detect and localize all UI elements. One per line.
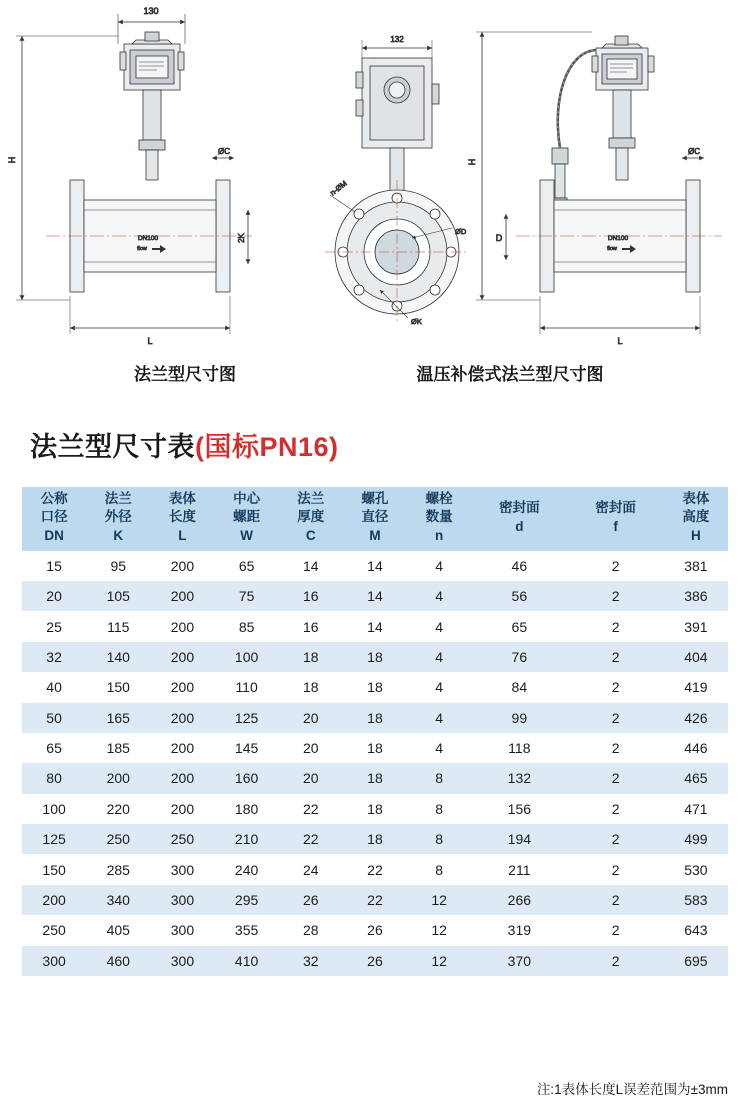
cell-m: 18 <box>343 763 407 793</box>
cell-m: 26 <box>343 915 407 945</box>
cell-d: 266 <box>471 885 567 915</box>
cell-m: 26 <box>343 946 407 976</box>
cell-m: 18 <box>343 703 407 733</box>
cell-f: 2 <box>567 672 663 702</box>
right-dim-phiC: ØC <box>688 147 700 156</box>
cell-c: 18 <box>279 672 343 702</box>
cell-dn: 80 <box>22 763 86 793</box>
cell-h: 446 <box>664 733 728 763</box>
page-title-main: 法兰型尺寸表 <box>30 432 195 462</box>
mid-dim-132: 132 <box>390 35 404 44</box>
cell-f: 2 <box>567 611 663 641</box>
table-row <box>22 703 728 733</box>
cell-h: 530 <box>664 854 728 884</box>
cell-w: 180 <box>215 794 279 824</box>
cell-k: 150 <box>86 672 150 702</box>
left-body-label: DN100 <box>137 235 159 242</box>
cell-l: 200 <box>150 642 214 672</box>
table-row <box>22 611 728 641</box>
left-dim-H: H <box>7 156 17 164</box>
cell-f: 2 <box>567 794 663 824</box>
cell-n: 4 <box>407 703 471 733</box>
cell-dn: 15 <box>22 551 86 581</box>
cell-l: 200 <box>150 703 214 733</box>
caption-compensated-flange-type: 温压补偿式法兰型尺寸图 <box>416 365 604 384</box>
cell-d: 370 <box>471 946 567 976</box>
mid-dim-phiD: ØD <box>455 227 467 236</box>
mid-dim-nM: n-ØM <box>328 178 349 198</box>
cell-k: 405 <box>86 915 150 945</box>
table-row <box>22 854 728 884</box>
col-header-h: 表体 高度 H <box>664 487 728 551</box>
cell-dn: 32 <box>22 642 86 672</box>
cell-d: 84 <box>471 672 567 702</box>
drawing-captions <box>0 360 750 385</box>
cell-n: 12 <box>407 885 471 915</box>
cell-dn: 150 <box>22 854 86 884</box>
cell-n: 4 <box>407 642 471 672</box>
cell-d: 46 <box>471 551 567 581</box>
cell-w: 240 <box>215 854 279 884</box>
cell-n: 12 <box>407 946 471 976</box>
cell-d: 194 <box>471 824 567 854</box>
cell-h: 391 <box>664 611 728 641</box>
cell-f: 2 <box>567 763 663 793</box>
cell-h: 583 <box>664 885 728 915</box>
table-row <box>22 794 728 824</box>
cell-c: 20 <box>279 733 343 763</box>
cell-dn: 25 <box>22 611 86 641</box>
table-row <box>22 824 728 854</box>
col-header-f: 密封面 f <box>567 487 663 551</box>
left-flow-label: flow <box>137 246 147 252</box>
cell-c: 16 <box>279 611 343 641</box>
cell-w: 295 <box>215 885 279 915</box>
col-header-c: 法兰 厚度 C <box>279 487 343 551</box>
cell-m: 18 <box>343 733 407 763</box>
cell-dn: 300 <box>22 946 86 976</box>
cell-n: 4 <box>407 733 471 763</box>
cell-w: 145 <box>215 733 279 763</box>
cell-c: 20 <box>279 703 343 733</box>
cell-d: 319 <box>471 915 567 945</box>
page-title-accent: (国标PN16) <box>195 432 339 462</box>
cell-n: 4 <box>407 581 471 611</box>
cell-w: 160 <box>215 763 279 793</box>
cell-f: 2 <box>567 551 663 581</box>
cell-m: 18 <box>343 794 407 824</box>
cell-h: 419 <box>664 672 728 702</box>
cell-l: 300 <box>150 946 214 976</box>
table-row <box>22 946 728 976</box>
cell-d: 56 <box>471 581 567 611</box>
table-row <box>22 672 728 702</box>
cell-d: 65 <box>471 611 567 641</box>
table-row <box>22 885 728 915</box>
cell-f: 2 <box>567 642 663 672</box>
cell-k: 340 <box>86 885 150 915</box>
cell-m: 18 <box>343 672 407 702</box>
cell-d: 211 <box>471 854 567 884</box>
cell-c: 24 <box>279 854 343 884</box>
cell-w: 355 <box>215 915 279 945</box>
cell-k: 185 <box>86 733 150 763</box>
left-dim-phiC: ØC <box>218 147 230 156</box>
cell-c: 16 <box>279 581 343 611</box>
col-header-k: 法兰 外径 K <box>86 487 150 551</box>
cell-h: 404 <box>664 642 728 672</box>
cell-c: 18 <box>279 642 343 672</box>
cell-l: 300 <box>150 885 214 915</box>
cell-k: 105 <box>86 581 150 611</box>
cell-l: 200 <box>150 551 214 581</box>
right-dim-D: D <box>495 233 503 243</box>
cell-l: 200 <box>150 581 214 611</box>
col-header-w: 中心 螺距 W <box>215 487 279 551</box>
cell-k: 460 <box>86 946 150 976</box>
cell-n: 8 <box>407 794 471 824</box>
cell-m: 18 <box>343 824 407 854</box>
table-row <box>22 551 728 581</box>
cell-h: 499 <box>664 824 728 854</box>
cell-k: 220 <box>86 794 150 824</box>
cell-h: 465 <box>664 763 728 793</box>
right-body-label: DN100 <box>607 235 629 242</box>
left-dim-2K: 2K <box>237 233 246 243</box>
cell-d: 118 <box>471 733 567 763</box>
left-dim-130: 130 <box>143 6 159 16</box>
cell-w: 410 <box>215 946 279 976</box>
right-flow-label: flow <box>607 246 617 252</box>
cell-l: 200 <box>150 794 214 824</box>
cell-l: 200 <box>150 733 214 763</box>
cell-dn: 20 <box>22 581 86 611</box>
col-header-dn: 公称 口径 DN <box>22 487 86 551</box>
cell-m: 14 <box>343 581 407 611</box>
cell-dn: 65 <box>22 733 86 763</box>
cell-k: 250 <box>86 824 150 854</box>
table-row <box>22 581 728 611</box>
col-header-n: 螺栓 数量 n <box>407 487 471 551</box>
cell-c: 26 <box>279 885 343 915</box>
cell-k: 140 <box>86 642 150 672</box>
cell-h: 695 <box>664 946 728 976</box>
cell-h: 643 <box>664 915 728 945</box>
cell-dn: 50 <box>22 703 86 733</box>
cell-c: 28 <box>279 915 343 945</box>
cell-n: 8 <box>407 854 471 884</box>
cell-l: 200 <box>150 672 214 702</box>
cell-d: 99 <box>471 703 567 733</box>
cell-l: 200 <box>150 763 214 793</box>
cell-c: 22 <box>279 824 343 854</box>
cell-h: 471 <box>664 794 728 824</box>
cell-l: 200 <box>150 611 214 641</box>
cell-f: 2 <box>567 946 663 976</box>
cell-dn: 100 <box>22 794 86 824</box>
dimension-drawings-svg <box>0 0 750 360</box>
cell-m: 22 <box>343 854 407 884</box>
cell-d: 76 <box>471 642 567 672</box>
cell-l: 300 <box>150 854 214 884</box>
cell-n: 8 <box>407 824 471 854</box>
cell-w: 65 <box>215 551 279 581</box>
cell-d: 156 <box>471 794 567 824</box>
cell-m: 14 <box>343 551 407 581</box>
cell-c: 20 <box>279 763 343 793</box>
cell-h: 386 <box>664 581 728 611</box>
table-row <box>22 733 728 763</box>
cell-w: 125 <box>215 703 279 733</box>
cell-h: 426 <box>664 703 728 733</box>
cell-m: 22 <box>343 885 407 915</box>
drawings-area <box>0 0 750 395</box>
right-dim-H: H <box>467 158 477 166</box>
dimension-table <box>22 487 728 976</box>
cell-dn: 40 <box>22 672 86 702</box>
page-title <box>30 425 339 464</box>
table-row <box>22 763 728 793</box>
cell-dn: 125 <box>22 824 86 854</box>
cell-w: 210 <box>215 824 279 854</box>
cell-h: 381 <box>664 551 728 581</box>
cell-w: 85 <box>215 611 279 641</box>
table-row <box>22 915 728 945</box>
table-header-row <box>22 487 728 551</box>
cell-k: 165 <box>86 703 150 733</box>
right-dim-L: L <box>617 336 623 346</box>
cell-n: 4 <box>407 672 471 702</box>
cell-c: 14 <box>279 551 343 581</box>
cell-l: 250 <box>150 824 214 854</box>
cell-dn: 250 <box>22 915 86 945</box>
table-row <box>22 642 728 672</box>
cell-c: 32 <box>279 946 343 976</box>
cell-k: 95 <box>86 551 150 581</box>
left-dim-L: L <box>147 336 153 346</box>
cell-w: 100 <box>215 642 279 672</box>
cell-n: 4 <box>407 611 471 641</box>
col-header-l: 表体 长度 L <box>150 487 214 551</box>
cell-d: 132 <box>471 763 567 793</box>
caption-flange-type: 法兰型尺寸图 <box>134 365 236 384</box>
table-footnote: 注:1表体长度L误差范围为±3mm <box>536 1082 728 1097</box>
cell-n: 4 <box>407 551 471 581</box>
cell-m: 18 <box>343 642 407 672</box>
cell-f: 2 <box>567 824 663 854</box>
col-header-d: 密封面 d <box>471 487 567 551</box>
cell-c: 22 <box>279 794 343 824</box>
cell-f: 2 <box>567 581 663 611</box>
cell-k: 285 <box>86 854 150 884</box>
cell-k: 200 <box>86 763 150 793</box>
cell-f: 2 <box>567 854 663 884</box>
cell-n: 8 <box>407 763 471 793</box>
cell-f: 2 <box>567 733 663 763</box>
cell-m: 14 <box>343 611 407 641</box>
cell-f: 2 <box>567 885 663 915</box>
cell-l: 300 <box>150 915 214 945</box>
cell-w: 110 <box>215 672 279 702</box>
cell-k: 115 <box>86 611 150 641</box>
cell-dn: 200 <box>22 885 86 915</box>
col-header-m: 螺孔 直径 M <box>343 487 407 551</box>
cell-n: 12 <box>407 915 471 945</box>
cell-f: 2 <box>567 915 663 945</box>
cell-f: 2 <box>567 703 663 733</box>
cell-w: 75 <box>215 581 279 611</box>
mid-dim-phiK: ØK <box>411 317 422 326</box>
